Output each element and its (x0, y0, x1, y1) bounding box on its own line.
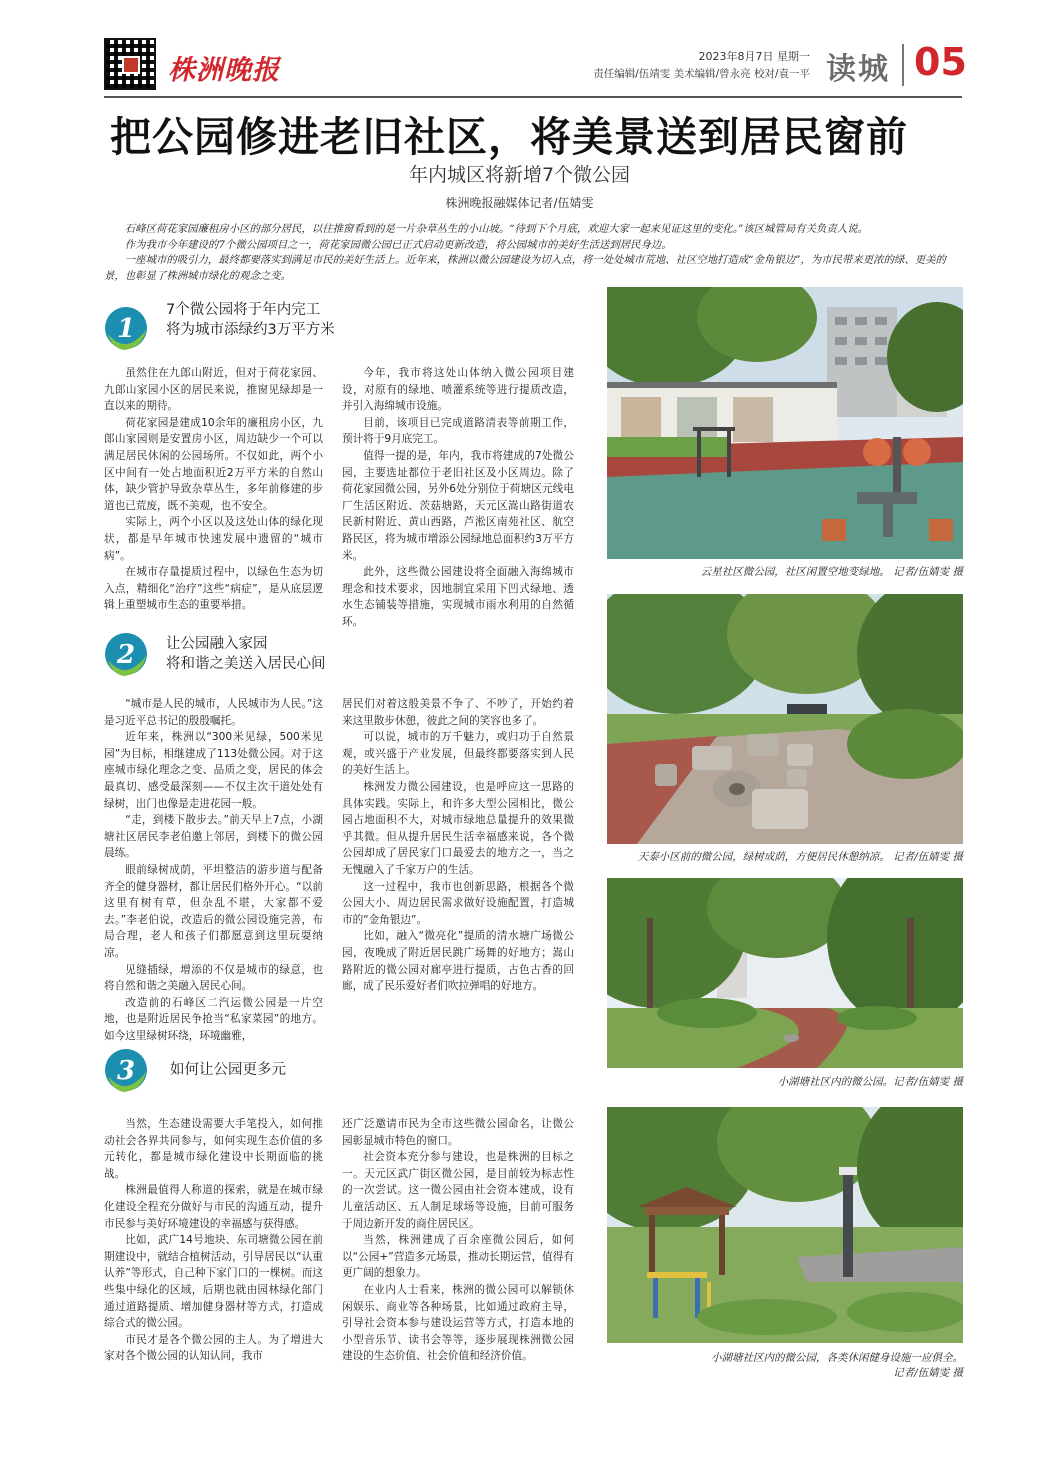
section-title-line: 将为城市添绿约3万平方米 (166, 322, 335, 338)
article-byline: 株洲晚报融媒体记者/伍婧雯 (445, 196, 594, 210)
body-paragraph: 实际上，两个小区以及这处山体的绿化现状，都是早年城市快速发展中遗留的“城市病”。 (104, 516, 323, 562)
body-paragraph: 改造前的石峰区二汽运微公园是一片空地，也是附近居民争抢当“私家菜园”的地方。如今这里绿树环绕，环境幽雅， (104, 996, 323, 1042)
body-paragraph: 株洲最值得人称道的探索，就是在城市绿化建设全程充分做好与市民的沟通互动，提升市民参与美好环境建设的幸福感与获得感。 (104, 1184, 323, 1230)
photo-caption: 天泰小区前的微公园，绿树成荫，方便居民休憩纳凉。 记者/伍婧雯 摄 (637, 851, 963, 863)
section-number: 3 (116, 1056, 136, 1086)
body-paragraph: 比如，融入“微亮化”提质的清水塘广场微公园，夜晚成了附近居民跳广场舞的好地方；嵩山路附近的微公园对廊亭进行提质，古色古香的回廊，成了民乐爱好者们吹拉弹唱的好地方。 (342, 930, 574, 993)
body-paragraph: 近年来，株洲以“300米见绿，500米见园”为目标，相继建成了113处微公园。对于这座城市绿化理念之变、品质之变，居民的体会最真切、感受最深刻——不仅主次干道处处有绿树，出门也像是走进花园一般。 (104, 731, 323, 810)
body-paragraph: 荷花家园是建成10余年的廉租房小区，九郎山家园则是安置房小区，周边缺少一个可以满足居民休闲的公园场所。不仅如此，两个小区中间有一处占地面积近2万平方米的自然山体，缺少管护导致杂草丛生，多年前修建的步道也已荒废，既不美观，也不安全。 (104, 416, 323, 512)
section-2-right-column (342, 696, 574, 995)
section-title-2 (166, 634, 326, 674)
section-3-left-column (104, 1116, 323, 1365)
body-paragraph: “走，到楼下散步去。”前天早上7点，小湖塘社区居民李老伯邀上邻居，到楼下的微公园晨练。 (104, 814, 323, 860)
issue-date: 2023年8月7日 星期一 (698, 50, 810, 63)
section-title-line: 让公园融入家园 (166, 636, 268, 652)
body-paragraph: 当然，生态建设需要大手笔投入，如何推动社会各界共同参与，如何实现生态价值的多元转化，都是城市绿化建设中长期面临的挑战。 (104, 1118, 323, 1180)
body-paragraph: 株洲发力微公园建设，也是呼应这一思路的具体实践。实际上，和许多大型公园相比，微公园占地面积不大，对城市绿地总量提升的效果微乎其微。但从提升居民生活幸福感来说，各个微公园却成了居民家门口最爱去的地方之一，当之无愧融入了千家万户的生活。 (342, 780, 574, 876)
body-paragraph: 比如，武广14号地块、东司塘微公园在前期建设中，就结合植树活动，引导居民以“认重认养”等形式，自己种下家门口的一棵树。而这些集中绿化的区域，后期也就由园林绿化部门通过道路提质、增加健身器材等方式，打造成综合式的微公园。 (104, 1234, 323, 1330)
body-paragraph: 市民才是各个微公园的主人。为了增进大家对各个微公园的认知认同，我市 (104, 1333, 323, 1363)
photo-xiaohutang-facilities[interactable] (607, 1107, 963, 1343)
section-title-line: 7个微公园将于年内完工 (166, 302, 321, 318)
park-photo-image (607, 1107, 963, 1343)
lead-paragraph: 石峰区荷花家园廉租房小区的部分居民，以往推窗看到的是一片杂草丛生的小山坡。“待到下个月底，欢迎大家一起来见证这里的变化。”该区城管局有关负责人说。 (124, 223, 868, 235)
badge-icon (102, 1046, 150, 1094)
section-marker-1 (102, 304, 150, 352)
body-paragraph: 虽然住在九郎山附近，但对于荷花家园、九郎山家园小区的居民来说，推窗见绿却是一直以来的期待。 (104, 367, 323, 413)
section-title-line: 如何让公园更多元 (170, 1062, 286, 1078)
badge-icon (102, 304, 150, 352)
section-marker-2 (102, 630, 150, 678)
body-paragraph: 在城市存量提质过程中，以绿色生态为切入点，精细化“治疗”这些“病症”，是从底层逻辑上重塑城市生态的重要举措。 (104, 566, 323, 612)
page-number: 05 (914, 40, 967, 84)
section-name: 读城 (826, 52, 890, 87)
body-paragraph: 目前，该项目已完成道路清表等前期工作，预计将于9月底完工。 (342, 416, 574, 446)
photo-xiaohutang-park[interactable] (607, 878, 963, 1068)
body-paragraph: 可以说，城市的万千魅力，或归功于自然景观，或兴盛于产业发展，但最终都要落实到人民的美好生活上。 (342, 731, 574, 777)
section-title-3 (170, 1060, 286, 1080)
section-marker-3 (102, 1046, 150, 1094)
body-paragraph: 值得一提的是，年内，我市将建成的7处微公园，主要选址都位于老旧社区及小区周边。除了荷花家园微公园，另外6处分别位于荷塘区元线电厂生活区附近、茨菇塘路，天元区嵩山路街道农民新村附近、黄山西路，芦淞区南苑社区、航空路民区，将为城市增添公园绿地总面积约3万平方米。 (342, 449, 574, 562)
body-paragraph: 此外，这些微公园建设将全面融入海绵城市理念和技术要求，因地制宜采用下凹式绿地、透水生态铺装等措施，实现城市雨水利用的自然循环。 (342, 566, 574, 628)
section-3-right-column (342, 1116, 574, 1365)
body-paragraph: 见缝插绿，增添的不仅是城市的绿意，也将自然和谐之美融入居民心间。 (104, 963, 323, 993)
photo-caption: 云星社区微公园，社区闲置空地变绿地。 记者/伍婧雯 摄 (700, 566, 963, 578)
header-divider (902, 44, 904, 86)
photo-tiantai-park[interactable] (607, 594, 963, 844)
body-paragraph: 在业内人士看来，株洲的微公园可以解锁休闲娱乐、商业等各种场景，比如通过政府主导，引导社会资本参与建设运营等方式，打造本地的小型音乐节、读书会等等，逐步展现株洲微公园建设的生态价值、社会价值和经济价值。 (342, 1283, 574, 1363)
lead-paragraph: 作为我市今年建设的7个微公园项目之一，荷花家园微公园已正式启动更新改造，将公园城市的美好生活送到居民身边。 (124, 238, 672, 251)
newspaper-logo: 株洲晚报 (168, 55, 280, 86)
body-paragraph: 还广泛邀请市民为全市这些微公园命名，让微公园彰显城市特色的窗口。 (342, 1118, 574, 1147)
body-paragraph: 社会资本充分参与建设，也是株洲的目标之一。天元区武广街区微公园，是目前较为标志性的一次尝试。这一微公园由社会资本建成，设有儿童活动区、五人制足球场等设施，目前可服务于周边新开发的商住居民区。 (342, 1151, 574, 1230)
body-paragraph: 眼前绿树成荫，平坦整洁的游步道与配备齐全的健身器材，都让居民们格外开心。“以前这里有树有草，但杂乱不堪，大家都不爱去。”李老伯说，改造后的微公园设施完善，布局合理，老人和孩子们都愿意到这里玩耍纳凉。 (104, 863, 323, 959)
article-lead (104, 222, 966, 284)
section-title-1 (166, 300, 335, 340)
body-paragraph: 今年，我市将这处山体纳入微公园项目建设，对原有的绿地、喷灌系统等进行提质改造，并引入海绵城市设施。 (342, 367, 574, 413)
qr-code[interactable] (104, 38, 156, 90)
lead-paragraph: 一座城市的吸引力，最终都要落实到满足市民的美好生活上。近年来，株洲以微公园建设为切入点，将一处处城市荒地、社区空地打造成“金角银边”，为市民带来更浓的绿、更美的景，也彰显了株洲城市绿化的观念之变。 (104, 254, 946, 282)
section-2-left-column (104, 696, 323, 1044)
photo-yunxing-park[interactable] (607, 287, 963, 559)
photo-caption-line: 小湖塘社区内的微公园，各类休闲健身设施一应俱全。 (711, 1352, 963, 1364)
section-number: 2 (116, 640, 136, 670)
article-headline: 把公园修进老旧社区，将美景送到居民窗前 (110, 113, 908, 161)
section-1-left-column (104, 365, 323, 614)
park-photo-image (607, 594, 963, 844)
badge-icon (102, 630, 150, 678)
body-paragraph: 居民们对着这般美景不争了、不吵了，开始约着来这里散步休憩，彼此之间的笑容也多了。 (342, 698, 574, 727)
body-paragraph: 这一过程中，我市也创新思路，根据各个微公园大小、周边居民需求做好设施配置，打造城市的“金角银边”。 (342, 880, 574, 926)
header-rule (104, 96, 962, 98)
body-paragraph: “城市是人民的城市，人民城市为人民。”这是习近平总书记的殷殷嘱托。 (104, 698, 323, 727)
editor-credits: 责任编辑/伍靖雯 美术编辑/曾永亮 校对/袁一平 (593, 68, 810, 80)
section-title-line: 将和谐之美送入居民心间 (166, 656, 326, 672)
park-photo-image (607, 878, 963, 1068)
photo-caption-line: 记者/伍婧雯 摄 (893, 1367, 963, 1379)
photo-caption (607, 1350, 963, 1380)
park-photo-image (607, 287, 963, 559)
photo-caption: 小湖塘社区内的微公园。记者/伍婧雯 摄 (777, 1076, 963, 1088)
body-paragraph: 当然，株洲建成了百余座微公园后，如何以“公园+”营造多元场景，推动长期运营，值得有更广阔的想象力。 (342, 1234, 574, 1280)
section-1-right-column (342, 365, 574, 631)
section-number: 1 (116, 314, 136, 344)
article-subheadline: 年内城区将新增7个微公园 (408, 164, 631, 186)
